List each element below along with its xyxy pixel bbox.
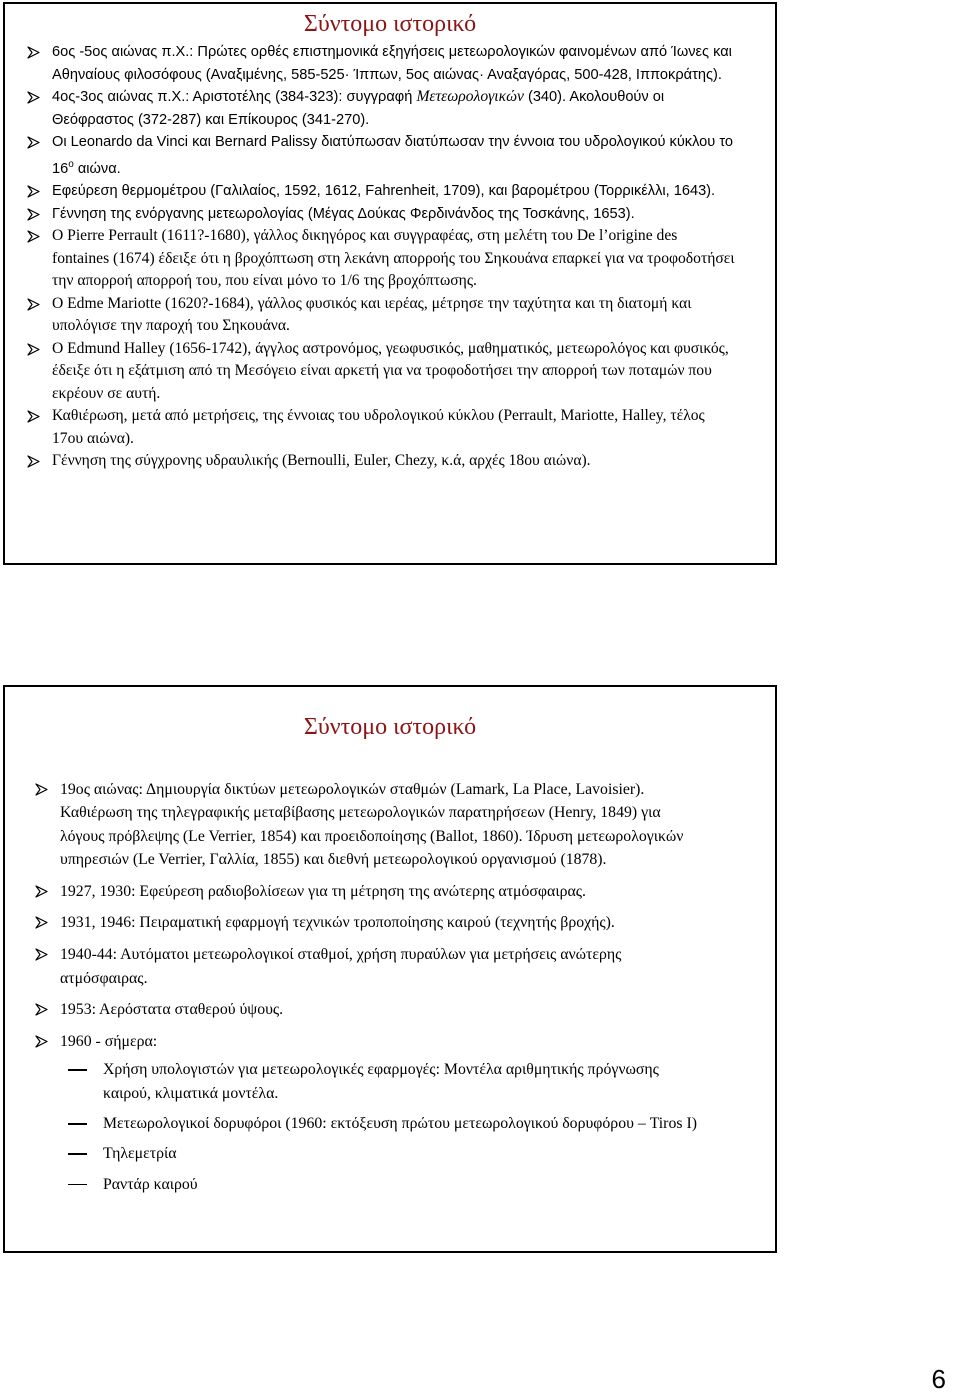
arrow-bullet-icon: [35, 885, 48, 898]
sub-list-item: [60, 1058, 705, 1105]
dash-bullet-icon: [68, 1184, 87, 1186]
slide-2-bullet-list: [35, 778, 705, 1204]
bullet-text: Γέννηση της ενόργανης μετεωρολογίας (Μέγας Δούκας Φερδινάνδος της Τοσκάνης, 1653).: [52, 205, 635, 222]
sub-list-item: [60, 1173, 705, 1196]
slide-1-title: Σύντομο ιστορικό: [303, 11, 477, 37]
slide-1-bullet-list: [27, 41, 735, 473]
bullet-text-italic: Μετεωρολογικών: [416, 88, 524, 105]
arrow-bullet-icon: [27, 46, 40, 59]
arrow-bullet-icon: [35, 783, 48, 796]
bullet-text: Ο Pierre Perrault (1611?-1680), γάλλος δικηγόρος και συγγραφέας, στη μελέτη του De l’origine des fontaines (1674) έδειξε ότι η βροχόπτωση στη λεκάνη απορροής του Σηκουάνα επαρκεί για να τροφοδοτήσει την απορροή απορροή του, που είναι μόνο το 1/6 της βροχόπτωσης.: [52, 227, 735, 290]
list-item: [27, 405, 735, 450]
list-item: [27, 203, 735, 226]
bullet-text: 4ος-3ος αιώνας π.Χ.: Αριστοτέλης (384-323): συγγραφή: [52, 89, 417, 105]
bullet-text: αιώνα.: [73, 160, 121, 177]
bullet-text: Ο Edmund Halley (1656-1742), άγγλος αστρονόμος, γεωφυσικός, μαθηματικός, μετεωρολόγος και φυσικός, έδειξε ότι η εξάτμιση από τη Μεσόγειο είναι αρκετή για να τροφοδοτήσει την απορροή των ποταμών που εκρέουν σε αυτή.: [52, 339, 729, 402]
dash-bullet-icon: [68, 1069, 87, 1071]
sub-list: [60, 1058, 705, 1195]
list-item: [27, 293, 735, 338]
bullet-text: 6ος -5ος αιώνας π.Χ.: Πρώτες ορθές επιστημονικά εξηγήσεις μετεωρολογικών φαινομένων από Ίωνες και Αθηναίους φιλοσόφους (Αναξιμένης, 585-525· Ίππων, 5ος αιώνας· Αναξαγόρας, 500-428, Ιπποκράτης).: [52, 44, 732, 83]
list-item: [27, 225, 735, 293]
slide-1: [3, 2, 777, 565]
slide-2: [3, 685, 777, 1253]
bullet-text: 19ος αιώνας: Δημιουργία δικτύων μετεωρολογικών σταθμών (Lamark, La Place, Lavoisier). Καθιέρωση της τηλεγραφικής μεταβίβασης μετεωρολογικών παρατηρήσεων (Henry, 1849) για λόγους πρόβλεψης (Le Verrier, 1854) και προειδοποίησης (Ballot, 1860). Ίδρυση μετεωρολογικών υπηρεσιών (Le Verrier, Γαλλία, 1855) και διεθνή μετεωρολογικού οργανισμού (1878).: [60, 781, 684, 868]
bullet-text: 1931, 1946: Πειραματική εφαρμογή τεχνικών τροποποίησης καιρού (τεχνητής βροχής).: [60, 914, 615, 932]
bullet-text: Εφεύρεση θερμομέτρου (Γαλιλαίος, 1592, 1612, Fahrenheit, 1709), και βαρομέτρου (Τορρικέλλι, 1643).: [52, 183, 716, 200]
list-item: [27, 41, 735, 86]
arrow-bullet-icon: [35, 916, 48, 929]
bullet-text-superscript: ο: [68, 158, 74, 170]
arrow-bullet-icon: [27, 455, 40, 468]
list-item: [27, 338, 735, 406]
bullet-text: Οι Leonardo da Vinci και Bernard Palissy διατύπωσαν διατύπωσαν την έννοια του υδρολογικού κύκλου το 16: [52, 134, 734, 177]
sub-list-item: [60, 1112, 705, 1135]
slide-2-title: Σύντομο ιστορικό: [303, 714, 477, 740]
arrow-bullet-icon: [35, 1035, 48, 1048]
page-number: 6: [931, 1364, 946, 1394]
sub-item-text: Μετεωρολογικοί δορυφόροι (1960: εκτόξευση πρώτου μετεωρολογικού δορυφόρου – Tiros I): [103, 1115, 697, 1133]
arrow-bullet-icon: [27, 343, 40, 356]
arrow-bullet-icon: [27, 230, 40, 243]
bullet-text: 1960 - σήμερα:: [60, 1033, 158, 1051]
arrow-bullet-icon: [27, 91, 40, 104]
bullet-text: (340). Ακολουθούν οι Θεόφραστος (372-287) και Επίκουρος (341-270).: [52, 89, 665, 128]
arrow-bullet-icon: [27, 185, 40, 198]
bullet-text: 1953: Αερόστατα σταθερού ύψους.: [60, 1001, 284, 1019]
list-item: [35, 943, 705, 990]
list-item: [27, 131, 735, 180]
list-item: [27, 86, 735, 131]
list-item: [27, 450, 735, 473]
list-item: [27, 180, 735, 203]
dash-bullet-icon: [68, 1153, 87, 1155]
list-item: [35, 880, 705, 903]
sub-item-text: Χρήση υπολογιστών για μετεωρολογικές εφαρμογές: Μοντέλα αριθμητικής πρόγνωσης καιρού, κλιματικά μοντέλα.: [103, 1061, 659, 1102]
arrow-bullet-icon: [35, 1003, 48, 1016]
bullet-text: 1940-44: Αυτόματοι μετεωρολογικοί σταθμοί, χρήση πυραύλων για μετρήσεις ανώτερης ατμόσφαιρας.: [60, 946, 622, 987]
arrow-bullet-icon: [27, 410, 40, 423]
bullet-text: Γέννηση της σύγχρονης υδραυλικής (Bernoulli, Euler, Chezy, κ.ά, αρχές 18ου αιώνα).: [52, 452, 591, 470]
arrow-bullet-icon: [27, 136, 40, 149]
list-item: [35, 911, 705, 934]
bullet-text: Ο Edme Mariotte (1620?-1684), γάλλος φυσικός και ιερέας, μέτρησε την ταχύτητα και τη διατομή και υπολόγισε την παροχή του Σηκουάνα.: [52, 294, 692, 335]
sub-item-text: Τηλεμετρία: [103, 1145, 177, 1163]
list-item: [35, 778, 705, 871]
sub-item-text: Ραντάρ καιρού: [103, 1175, 198, 1193]
dash-bullet-icon: [68, 1123, 87, 1125]
arrow-bullet-icon: [27, 298, 40, 311]
arrow-bullet-icon: [35, 948, 48, 961]
arrow-bullet-icon: [27, 208, 40, 221]
sub-list-item: [60, 1142, 705, 1165]
list-item: [35, 998, 705, 1021]
list-item: [35, 1030, 705, 1196]
bullet-text: 1927, 1930: Εφεύρεση ραδιοβολίσεων για τη μέτρηση της ανώτερης ατμόσφαιρας.: [60, 882, 586, 900]
bullet-text: Καθιέρωση, μετά από μετρήσεις, της έννοιας του υδρολογικού κύκλου (Perrault, Mariotte, Halley, τέλος 17ου αιώνα).: [52, 407, 705, 447]
